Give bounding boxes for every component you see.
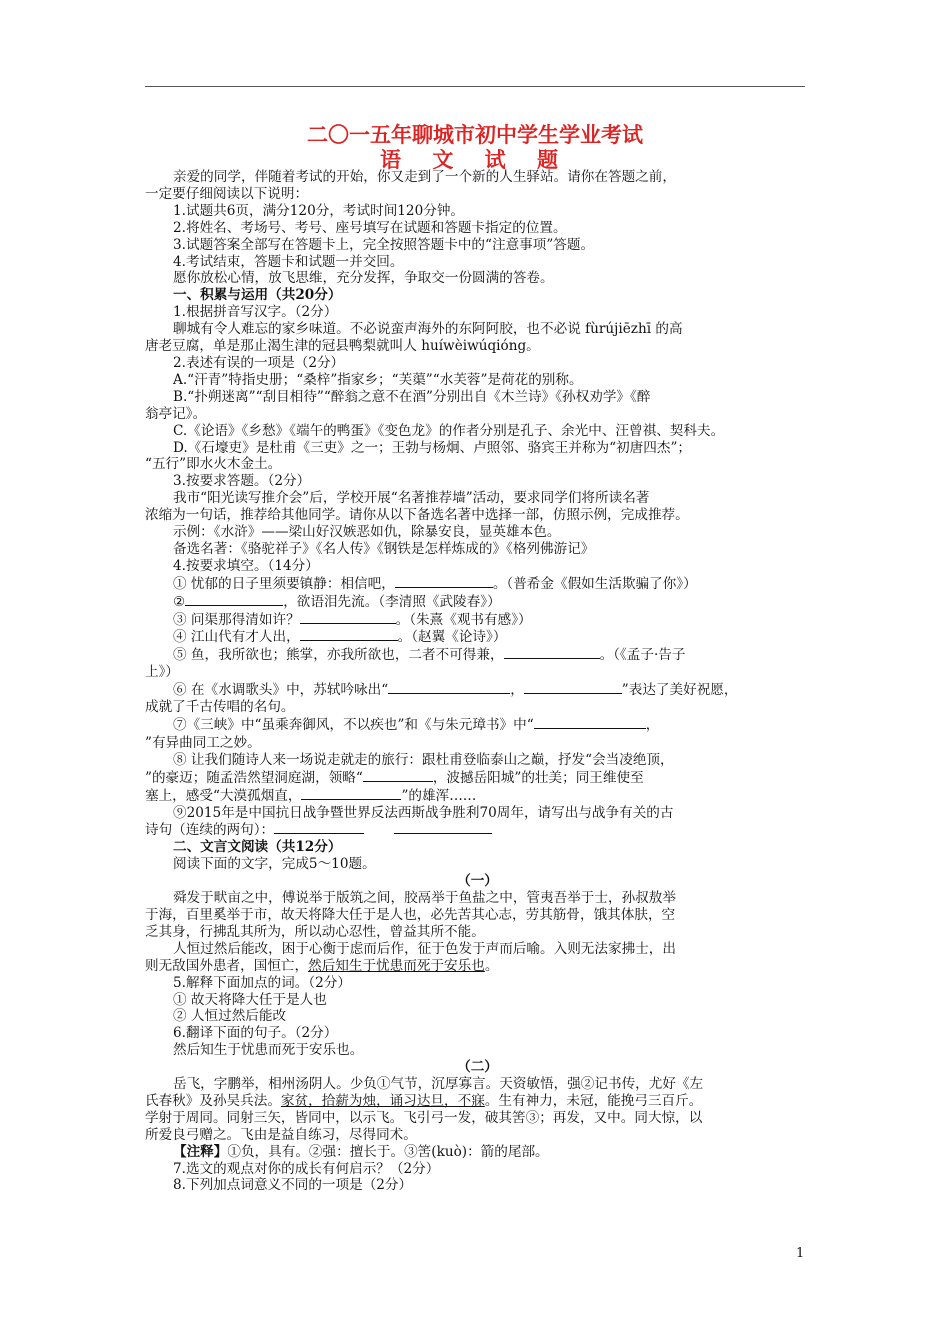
- fill-item-7: ⑦《三峡》中“虽乘奔御风，不以疾也”和《与朱元璋书》中“ ，: [173, 717, 660, 733]
- question-stem: 6.翻译下面的句子。（2分）: [173, 1025, 338, 1042]
- intro-line: 亲爱的同学，伴随着考试的开始，你又走到了一个新的人生驿站。请你在答题之前，: [173, 169, 676, 185]
- question-item: ① 故天将降大任于是人也: [173, 991, 327, 1008]
- annotation-label: 【注释】: [173, 1143, 228, 1160]
- answer-blank[interactable]: [300, 628, 398, 641]
- answer-blank[interactable]: [274, 821, 364, 834]
- fill-item-8: ⑧ 让我们随诗人来一场说走就走的旅行：跟杜甫登临泰山之巅，抒发“会当凌绝顶，: [173, 751, 674, 768]
- example-text: 示例：《水浒》——梁山好汉嫉恶如仇，除暴安良，显英雄本色。: [173, 524, 561, 541]
- question-stem: 8.下列加点词意义不同的一项是（2分）: [173, 1177, 413, 1194]
- answer-blank[interactable]: [395, 575, 493, 588]
- question-stem: 4.按要求填空。（14分）: [173, 557, 319, 574]
- section2-intro: 阅读下面的文字，完成5～10题。: [173, 856, 376, 873]
- instruction-item: 1.试题共6页，满分120分，考试时间120分钟。: [173, 202, 465, 219]
- underlined-sentence: 家贫，拾薪为烛，诵习达旦，不寐: [280, 1092, 485, 1109]
- question-stem: 1.根据拼音写汉字。（2分）: [173, 304, 338, 321]
- answer-blank[interactable]: [394, 821, 492, 834]
- answer-blank[interactable]: [363, 769, 433, 782]
- question-stem: 3.按要求答题。（2分）: [173, 473, 311, 490]
- question-item: 然后知生于忧患而死于安乐也。: [173, 1042, 364, 1059]
- fill-item-5: ⑤ 鱼，我所欲也；熊掌，亦我所欲也，二者不可得兼， 。（《孟子·告子: [173, 647, 686, 664]
- passage-line: 舜发于畎亩之中，傅说举于版筑之间，胶鬲举于鱼盐之中，管夷吾举于士，孙叔敖举: [173, 890, 676, 907]
- page-number: 1: [796, 1246, 805, 1261]
- option-c: C.《论语》《乡愁》《端午的鸭蛋》《变色龙》的作者分别是孔子、余光中、汪曾祺、契科夫。: [173, 422, 725, 439]
- fill-item-3: ③ 问渠那得清如许？ 。（朱熹《观书有感》）: [173, 611, 532, 628]
- option-d: D.《石壕吏》是杜甫《三吏》之一；王勃与杨炯、卢照邻、骆宾王并称为“初唐四杰”；: [173, 439, 692, 456]
- fill-item-8-cont: ”的豪迈；随孟浩然望洞庭湖，领略“ ，波撼岳阳城”的壮美；同王维使至: [145, 769, 644, 786]
- intro-line: 一定要仔细阅读以下说明：: [145, 185, 309, 202]
- answer-blank[interactable]: [185, 593, 283, 606]
- instruction-item: 4.考试结束，答题卡和试题一并交回。: [173, 253, 404, 270]
- question-text: 聊城有令人难忘的家乡味道。不必说蛮声海外的东阿阿胶，也不必说 fùrújiēzhī 的高: [173, 321, 683, 338]
- fill-item-8-cont: 塞上，感受“大漠孤烟直， ”的雄浑……: [145, 787, 477, 804]
- fill-item-6: ⑥ 在《水调歌头》中，苏轼吟咏出“ ， ”表达了美好祝愿，: [173, 682, 738, 699]
- question-stem: 7.选文的观点对你的成长有何启示？（2分）: [173, 1160, 440, 1177]
- passage-line: 乏其身，行拂乱其所为，所以动心忍性，曾益其所不能。: [145, 923, 485, 940]
- fill-item-4: ④ 江山代有才人出， 。（赵翼《论诗》）: [173, 629, 507, 646]
- question-stem: 2.表述有误的一项是（2分）: [173, 354, 345, 371]
- answer-blank[interactable]: [524, 681, 622, 694]
- fill-item-1: ① 忧郁的日子里须要镇静：相信吧， 。（普希金《假如生活欺骗了你》）: [173, 575, 697, 592]
- section2-heading: 二、文言文阅读（共12分）: [173, 839, 342, 856]
- option-d-cont: “五行”即水火木金土。: [145, 456, 282, 473]
- fill-item-2: ② ，欲语泪先流。（李清照《武陵春》）: [173, 593, 501, 610]
- document-body: [145, 169, 810, 1194]
- passage-line: 所爱良弓赠之。飞由是益自练习，尽得同术。: [145, 1126, 417, 1143]
- underlined-sentence: 然后知生于忧患而死于安乐也: [308, 957, 485, 974]
- fill-item-7-cont: ”有异曲同工之妙。: [145, 734, 261, 751]
- option-b-cont: 翁亭记》。: [145, 405, 207, 422]
- answer-blank[interactable]: [504, 646, 600, 659]
- intro-wish: 愿你放松心情，放飞思维，充分发挥，争取交一份圆满的答卷。: [173, 270, 554, 287]
- answer-blank[interactable]: [388, 681, 510, 694]
- answer-blank[interactable]: [301, 787, 401, 800]
- passage-line: 人恒过然后能改，困于心衡于虑而后作，征于色发于声而后喻。入则无法家拂士，出: [173, 940, 676, 957]
- passage-line: 学射于周同。同射三矢，皆同中，以示飞。飞引弓一发，破其筈③；再发，又中。同大惊，以: [145, 1109, 703, 1126]
- part2-label: （二）: [457, 1059, 498, 1076]
- exam-subtitle: 语 文 试 题: [380, 147, 570, 172]
- fill-item-6-cont: 成就了千古传唱的名句。: [145, 699, 295, 716]
- passage-line: 于海，百里奚举于市，故天将降大任于是人也，必先苦其心志，劳其筋骨，饿其体肤，空: [145, 906, 676, 923]
- question-text: 浓缩为一句话，推荐给其他同学。请你从以下备选名著中选择一部，仿照示例，完成推荐。: [145, 507, 689, 524]
- answer-blank[interactable]: [300, 611, 396, 624]
- fill-item-5-cont: 上》）: [145, 664, 179, 681]
- answer-blank[interactable]: [534, 716, 646, 729]
- question-item: ② 人恒过然后能改: [173, 1008, 287, 1025]
- section1-heading: 一、积累与运用（共20分）: [173, 287, 342, 304]
- option-a: A.“汗青”特指史册；“桑梓”指家乡；“芙蕖”“水芙蓉”是荷花的别称。: [173, 371, 583, 388]
- passage-line: 岳飞，字鹏举，相州汤阴人。少负①气节，沉厚寡言。天资敏悟，强②记书传，尤好《左: [173, 1076, 704, 1093]
- question-text: 我市“阳光读写推介会”后，学校开展“名著推荐墙”活动，要求同学们将所读名著: [173, 490, 650, 507]
- instruction-item: 2.将姓名、考场号、考号、座号填写在试题和答题卡指定的位置。: [173, 219, 567, 236]
- option-b: B.“扑朔迷离”“刮目相待”“醉翁之意不在酒”分别出自《木兰诗》《孙权劝学》《醉: [173, 388, 651, 405]
- passage-line: 则无敌国外患者，国恒亡，然后知生于忧患而死于安乐也。: [145, 957, 499, 974]
- fill-item-9-cont: 诗句（连续的两句）：: [145, 821, 810, 839]
- header-rule: [145, 86, 805, 87]
- exam-title: 二〇一五年聊城市初中学生学业考试: [307, 122, 643, 147]
- book-options: 备选名著：《骆驼祥子》《名人传》《钢铁是怎样炼成的》《格列佛游记》: [173, 540, 595, 557]
- question-text: 唐老豆腐，单是那止渴生津的冠县鸭梨就叫人 huíwèiwúqióng。: [145, 338, 540, 355]
- part1-label: （一）: [457, 873, 498, 890]
- passage-line: 氏春秋》及孙吴兵法。家贫，拾薪为烛，诵习达旦，不寐。生有神力，未冠，能挽弓三百斤。: [145, 1092, 703, 1109]
- instruction-item: 3.试题答案全部写在答题卡上，完全按照答题卡中的“注意事项”答题。: [173, 236, 595, 253]
- question-stem: 5.解释下面加点的词。（2分）: [173, 974, 351, 991]
- fill-item-9: ⑨2015年是中国抗日战争暨世界反法西斯战争胜利70周年，请写出与战争有关的古: [173, 804, 674, 821]
- annotation: 【注释】①负，具有。②强：擅长于。③筈(kuò)：箭的尾部。: [173, 1143, 549, 1160]
